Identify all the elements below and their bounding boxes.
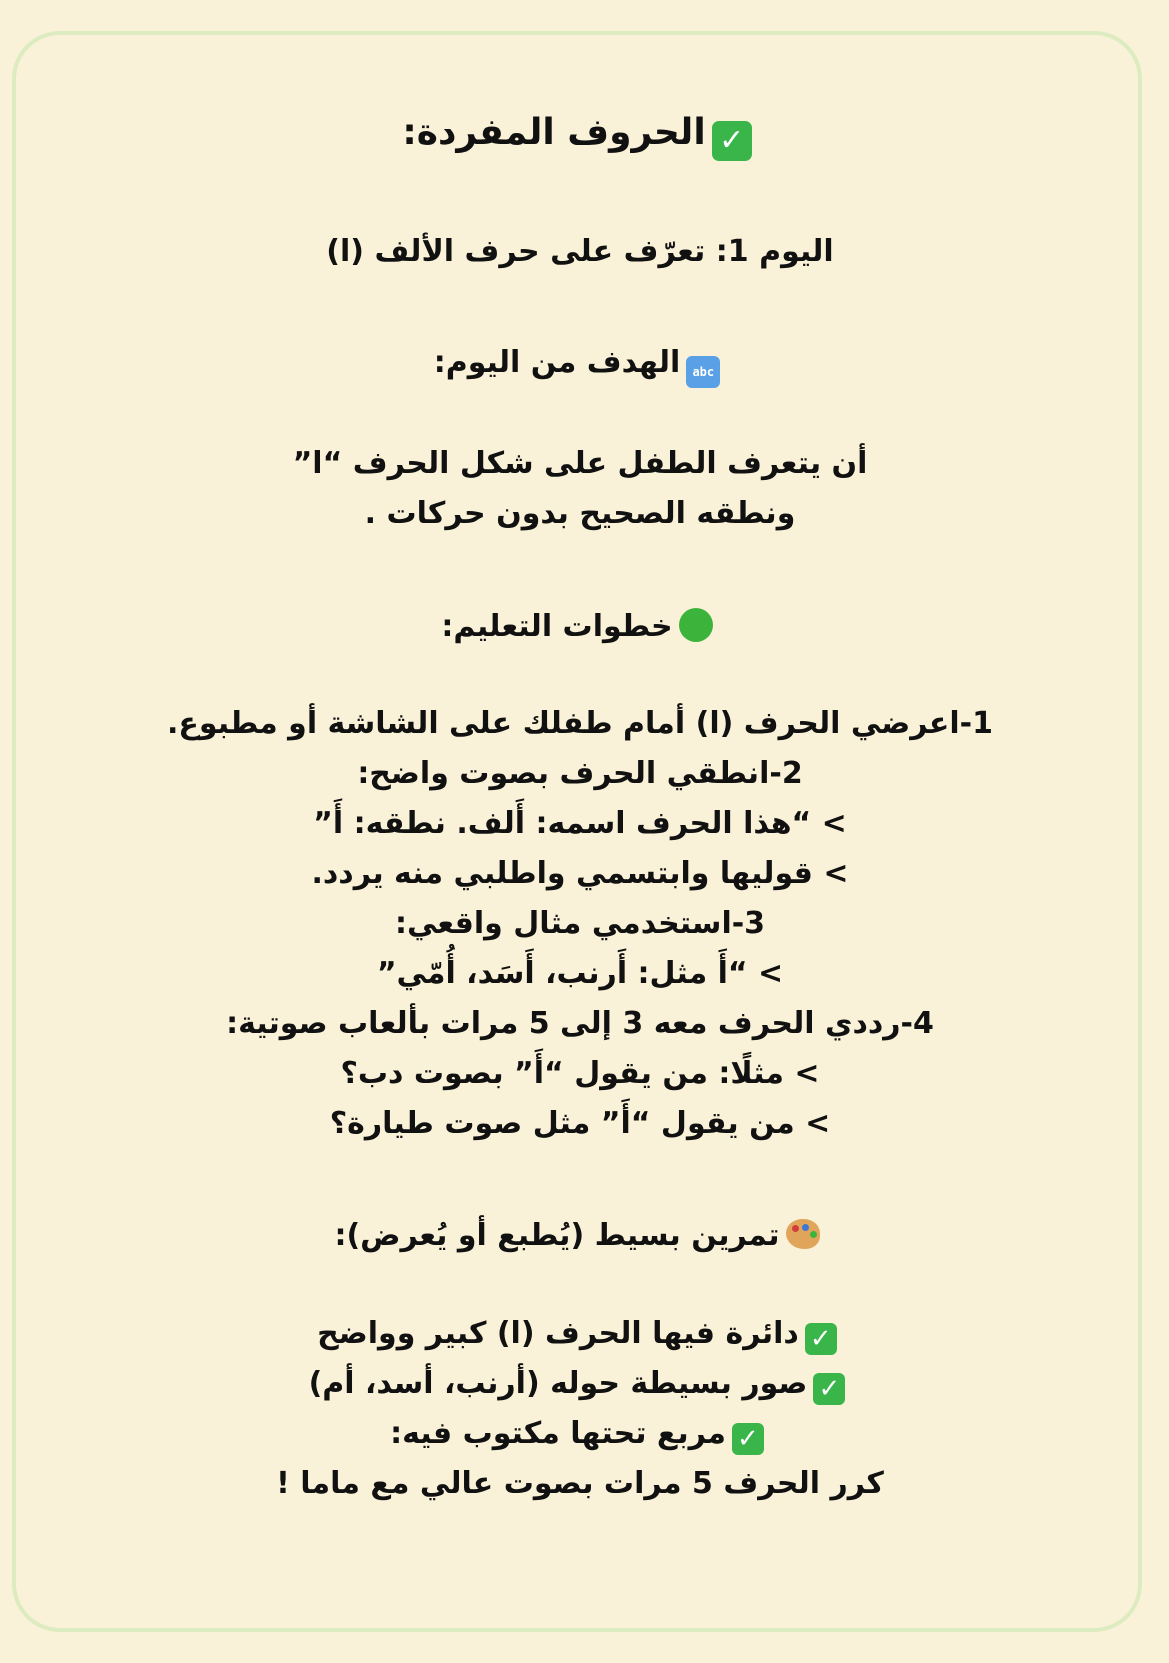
check-icon: ✓ bbox=[813, 1373, 845, 1405]
step-line: 1-اعرضي الحرف (ا) أمام طفلك على الشاشة أو مطبوع. bbox=[167, 706, 993, 741]
page-title: الحروف المفردة: bbox=[402, 112, 706, 153]
step-line: 4-رددي الحرف معه 3 إلى 5 مرات بألعاب صوتية: bbox=[226, 1006, 934, 1041]
check-icon: ✓ bbox=[732, 1423, 764, 1455]
exercise-heading: تمرين بسيط (يُطبع أو يُعرض): bbox=[334, 1218, 780, 1253]
step-line: > “هذا الحرف اسمه: أَلف. نطقه: أَ” bbox=[313, 806, 847, 841]
title-row bbox=[80, 112, 1080, 161]
check-icon: ✓ bbox=[805, 1323, 837, 1355]
goal-line: ونطقه الصحيح بدون حركات . bbox=[364, 496, 796, 531]
exercise-item-text: دائرة فيها الحرف (ا) كبير وواضح bbox=[317, 1316, 799, 1351]
steps-heading: خطوات التعليم: bbox=[441, 609, 673, 644]
goal-heading: الهدف من اليوم: bbox=[433, 345, 681, 380]
exercise-item bbox=[80, 1366, 1080, 1405]
document-content bbox=[80, 0, 1080, 1663]
check-icon: ✓ bbox=[712, 121, 752, 161]
exercise-item bbox=[80, 1416, 1080, 1455]
palette-icon bbox=[786, 1219, 820, 1249]
step-line: > “أَ مثل: أَرنب، أَسَد، أُمّي” bbox=[376, 956, 784, 991]
steps-heading-row bbox=[80, 608, 1080, 644]
abc-icon: abc bbox=[686, 356, 720, 388]
step-line: > قوليها وابتسمي واطلبي منه يردد. bbox=[311, 856, 849, 891]
exercise-item bbox=[80, 1316, 1080, 1355]
exercise-item-text: مربع تحتها مكتوب فيه: bbox=[390, 1416, 726, 1451]
goal-heading-row bbox=[80, 345, 1080, 388]
goal-line: أن يتعرف الطفل على شكل الحرف “ا” bbox=[292, 446, 868, 481]
exercise-closing: كرر الحرف 5 مرات بصوت عالي مع ماما ! bbox=[276, 1466, 884, 1501]
green-circle-icon bbox=[679, 608, 713, 642]
day-heading: اليوم 1: تعرّف على حرف الألف (ا) bbox=[326, 234, 834, 269]
exercise-heading-row bbox=[80, 1218, 1080, 1253]
step-line: > مثلًا: من يقول “أَ” بصوت دب؟ bbox=[340, 1056, 820, 1091]
step-line: > من يقول “أَ” مثل صوت طيارة؟ bbox=[329, 1106, 831, 1141]
exercise-item-text: صور بسيطة حوله (أرنب، أسد، أم) bbox=[308, 1366, 808, 1401]
step-line: 2-انطقي الحرف بصوت واضح: bbox=[357, 756, 803, 791]
step-line: 3-استخدمي مثال واقعي: bbox=[394, 906, 766, 941]
